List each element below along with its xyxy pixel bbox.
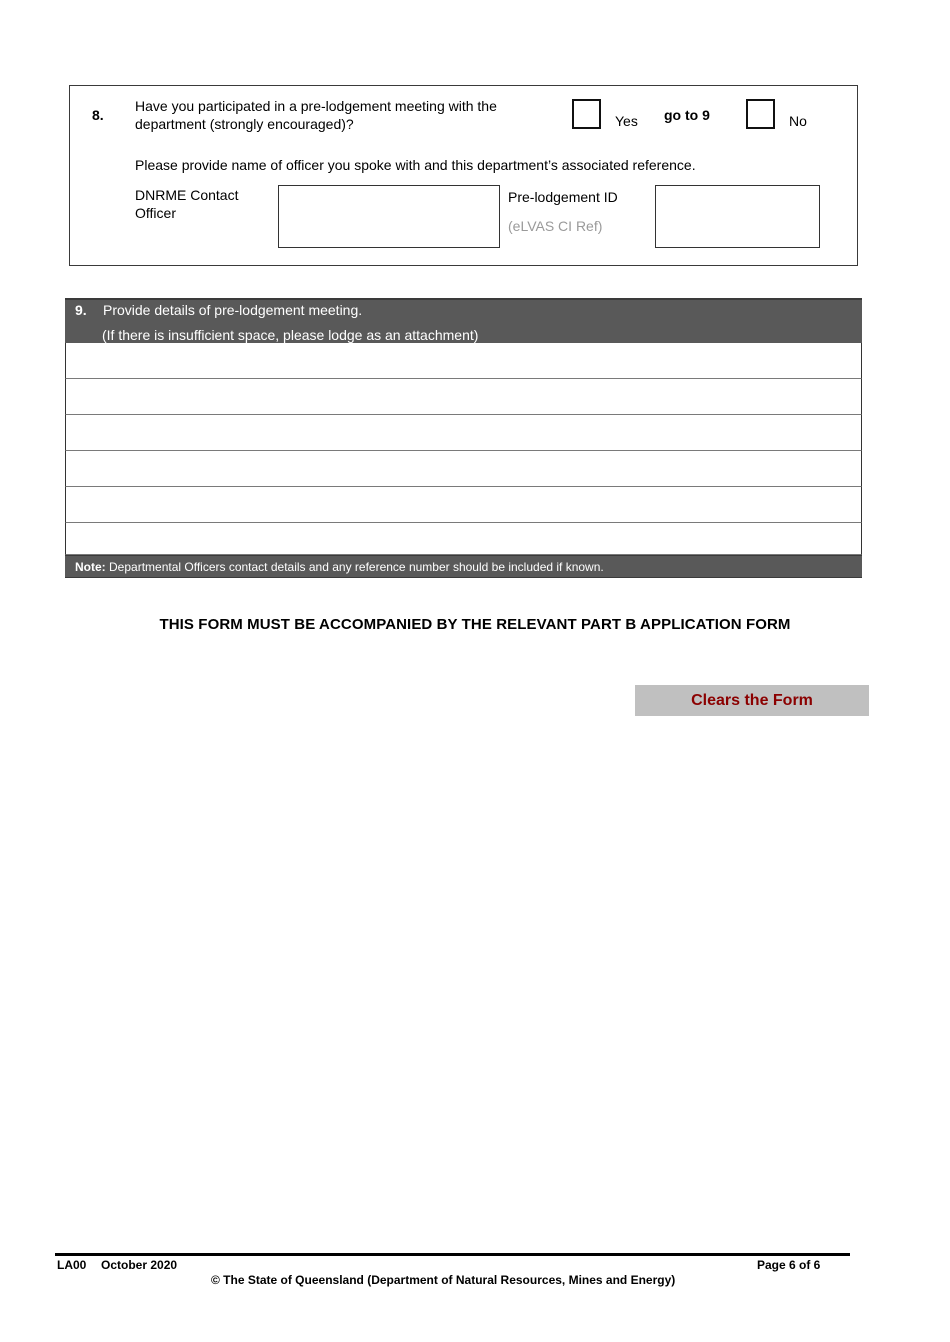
prelodgement-id-label: Pre-lodgement ID <box>508 189 618 205</box>
details-line-1[interactable] <box>65 343 862 379</box>
note-text: Departmental Officers contact details and any reference number should be included if known. <box>105 560 604 574</box>
section-9-box <box>65 298 862 578</box>
prelodgement-id-input[interactable] <box>655 185 820 248</box>
details-line-2[interactable] <box>65 379 862 415</box>
yes-label: Yes <box>615 113 638 129</box>
no-label: No <box>789 113 807 129</box>
form-notice: THIS FORM MUST BE ACCOMPANIED BY THE RELEVANT PART B APPLICATION FORM <box>159 616 791 633</box>
go-to-9-label: go to 9 <box>664 107 710 123</box>
section-8-box <box>69 85 858 266</box>
footer-date: October 2020 <box>101 1258 178 1272</box>
section-9-subtitle: (If there is insufficient space, please lodge as an attachment) <box>102 327 479 343</box>
note-label: Note: <box>75 560 106 574</box>
question-8-line-2: department (strongly encouraged)? <box>135 116 354 132</box>
contact-officer-label <box>135 186 238 222</box>
clear-form-button[interactable]: Clears the Form <box>635 685 869 716</box>
prelodgement-id-hint: (eLVAS CI Ref) <box>508 218 603 234</box>
contact-officer-input[interactable] <box>278 185 500 248</box>
officer-instruction: Please provide name of officer you spoke with and this department’s associated reference. <box>135 157 696 173</box>
details-line-6[interactable] <box>65 523 862 555</box>
section-9-header <box>65 298 862 343</box>
contact-officer-label-line-1: DNRME Contact <box>135 187 239 203</box>
details-line-4[interactable] <box>65 451 862 487</box>
section-9-title: Provide details of pre-lodgement meeting. <box>103 302 363 318</box>
question-8-line-1: Have you participated in a pre-lodgement meeting with the <box>135 98 497 114</box>
section-9-note <box>65 555 862 578</box>
question-number-9: 9. <box>75 302 87 318</box>
contact-officer-label-line-2: Officer <box>135 205 176 221</box>
details-line-3[interactable] <box>65 415 862 451</box>
footer-page-number: Page 6 of 6 <box>757 1258 821 1272</box>
question-8-text <box>135 97 555 133</box>
question-number-8: 8. <box>92 107 104 123</box>
footer-copyright: © The State of Queensland (Department of Natural Resources, Mines and Energy) <box>211 1273 676 1287</box>
yes-checkbox[interactable] <box>572 99 601 129</box>
footer-divider <box>55 1253 850 1256</box>
no-checkbox[interactable] <box>746 99 775 129</box>
footer-form-code: LA00 <box>57 1258 87 1272</box>
details-line-5[interactable] <box>65 487 862 523</box>
